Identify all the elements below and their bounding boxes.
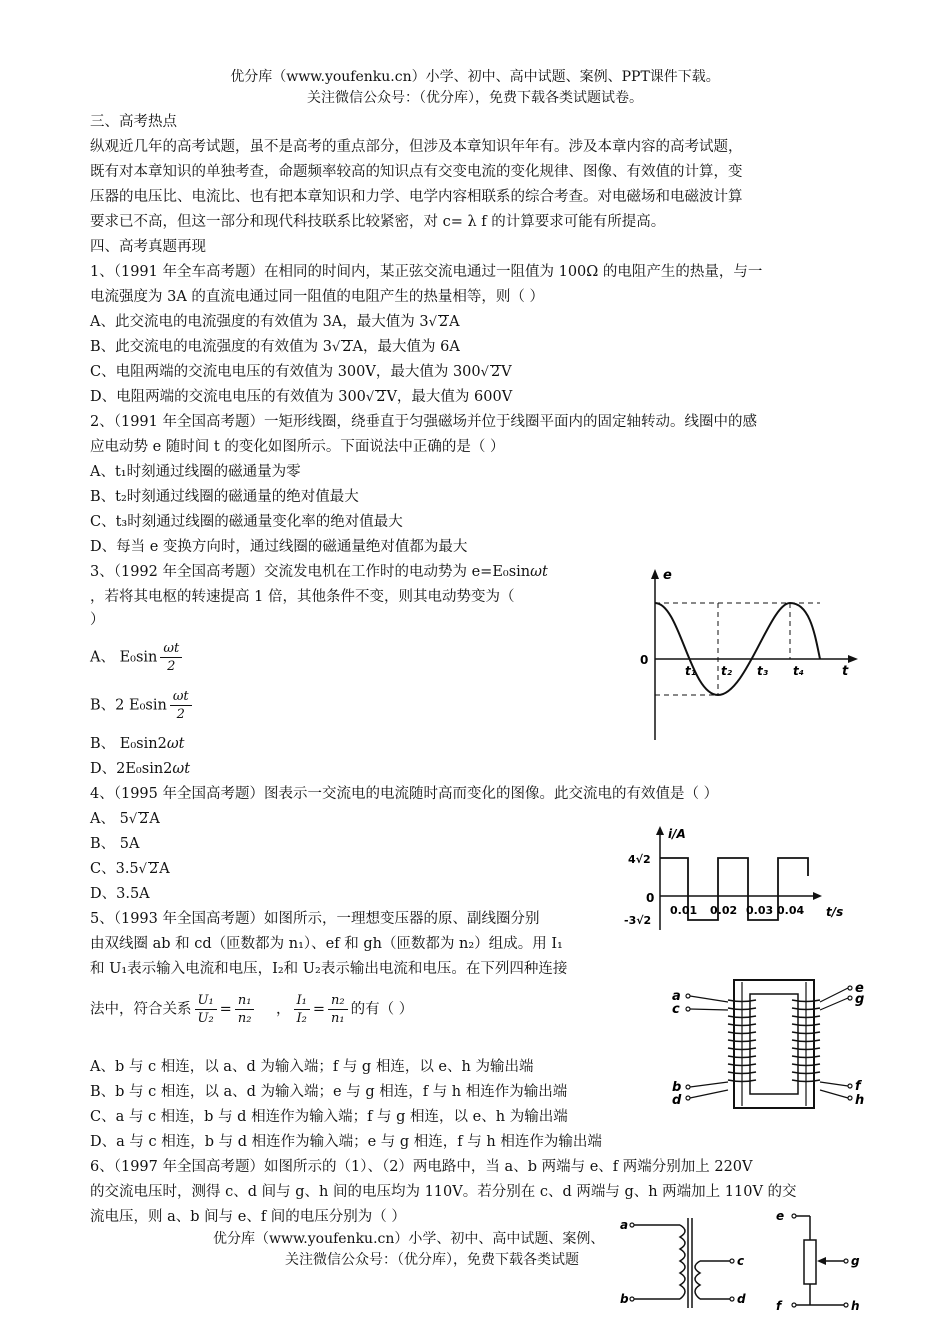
q1-option-d-text: D、电阻两端的交流电电压的有效值为 300 [90, 389, 366, 405]
equals-sign: = [219, 1001, 232, 1018]
q5-stem-1: 5、（1993 年全国高考题）如图所示，一理想变压器的原、副线圈分别 [90, 911, 540, 927]
q4-option-a [90, 807, 160, 828]
t4-label: t₄ [793, 664, 804, 678]
terminal-g-label: g [855, 992, 865, 1007]
q5-fraction-i [294, 992, 310, 1027]
q3-omega-t: ωt [530, 564, 548, 580]
q5-stem-4 [90, 992, 413, 1027]
q3-stem-3: ） [90, 612, 105, 628]
terminal-leads [690, 988, 848, 1098]
origin-label: 0 [646, 891, 655, 905]
q5-fraction-n [235, 992, 255, 1027]
x-axis-label: t/s [826, 905, 844, 919]
q3-stem-2: ，若将其电枢的转速提高 1 倍，其他条件不变，则其电动势变为（ [90, 589, 515, 605]
q1-option-b-radicand: 2 [342, 339, 352, 355]
q4-option-c [90, 857, 170, 878]
q5-fraction-n2 [328, 992, 348, 1027]
fraction-denominator: n₂ [237, 1011, 252, 1026]
footer-line-1: 优分库（www.youfenku.cn）小学、初中、高中试题、案例、 [213, 1231, 605, 1247]
q1-option-d-tail: V，最大值为 600V [386, 389, 513, 405]
section-3-para-2: 既有对本章知识的单独考查，命题频率较高的知识点有交变电流的变化规律、图像、有效值的计算，变 [90, 164, 743, 180]
sqrt-icon: √ [138, 862, 147, 877]
q1-option-c [90, 360, 512, 381]
x-tick-0-03: 0.03 [746, 904, 774, 917]
footer-line-2: 关注微信公众号：（优分库），免费下载各类试题 [285, 1252, 579, 1268]
comma: ， [276, 1001, 291, 1018]
q3-option-b [90, 688, 195, 723]
q2-option-c: C、t₃时刻通过线圈的磁通量变化率的绝对值最大 [90, 514, 403, 530]
fraction-numerator: n₂ [328, 992, 348, 1010]
q1-option-d [90, 385, 512, 406]
slider-arrow-icon [817, 1257, 826, 1265]
q6-terminal-e-label: e [776, 1209, 785, 1223]
q1-stem-1: 1、（1991 年全车高考题）在相同的时间内，某正弦交流电通过一阻值为 100Ω 的电阻产生的热量，与一 [90, 264, 763, 280]
sqrt-icon: √ [365, 390, 375, 405]
t2-label: t₂ [721, 664, 732, 678]
q1-option-c-radicand: 2 [490, 364, 501, 380]
q6-terminal-g-label: g [851, 1254, 860, 1268]
q4-option-c-text: C、3.5 [90, 861, 139, 877]
fraction-numerator: n₁ [235, 992, 255, 1010]
y-axis-arrow-icon [656, 826, 664, 835]
q1-option-a-tail: A [449, 314, 460, 330]
q4-option-d: D、3.5A [90, 886, 150, 902]
q3-stem-1-text: 3、（1992 年全国高考题）交流发电机在工作时的电动势为 e=E₀sin [90, 564, 531, 580]
q1-option-a-text: A、此交流电的电流强度的有效值为 3A，最大值为 3 [90, 314, 429, 330]
section-3-para-3: 压器的电压比、电流比、也有把本章知识和力学、电学内容相联系的综合考查。对电磁场和电磁波计算 [90, 189, 743, 205]
t1-label: t₁ [685, 664, 696, 678]
fraction-denominator: 2 [176, 707, 185, 722]
terminal-f-label: f [855, 1079, 861, 1094]
section-3-title: 三、高考热点 [90, 114, 177, 130]
q3-option-c [90, 732, 184, 753]
q5-stem-3: 和 U₁表示输入电流和电压，I₂和 U₂表示输出电流和电压。在下列四种连接 [90, 961, 568, 977]
terminal-e-label: e [855, 981, 864, 996]
sqrt-icon: √ [332, 340, 341, 355]
q1-option-b-text: B、此交流电的电流强度的有效值为 3 [90, 339, 332, 355]
terminal-d-label: d [672, 1093, 682, 1108]
q3-option-b-text: B、2 E₀sin [90, 697, 167, 714]
core-window [750, 994, 798, 1094]
section-3-para-4: 要求已不高，但这一部分和现代科技联系比较紧密，对 c= λ f 的计算要求可能有所提高。 [90, 214, 666, 230]
q6-terminal-d-label: d [737, 1292, 746, 1306]
y-max-label: 4√2 [628, 853, 651, 866]
terminal-a-label: a [672, 989, 681, 1004]
q4-option-a-tail: A [149, 811, 160, 827]
y-min-label: -3√2 [624, 914, 652, 927]
q5-fraction-u [195, 992, 217, 1027]
fraction-numerator: ωt [170, 688, 192, 706]
q4-option-c-radicand: 2 [148, 861, 159, 877]
q1-option-b [90, 335, 460, 356]
q3-option-a [90, 640, 185, 675]
x-tick-0-02: 0.02 [710, 904, 738, 917]
fraction-numerator: U₁ [195, 992, 217, 1010]
transformer-diagram [668, 970, 868, 1120]
q3-option-a-fraction [160, 640, 182, 675]
q4-stem: 4、（1995 年全国高考题）图表示一交流电的电流随时高而变化的图像。此交流电的有效值是（ ） [90, 786, 719, 802]
q1-option-a [90, 310, 460, 331]
q1-option-c-tail: V [501, 364, 512, 380]
q4-option-a-text: A、 5 [90, 811, 129, 827]
fraction-denominator: 2 [167, 659, 176, 674]
x-axis-arrow-icon [813, 892, 822, 900]
section-4-title: 四、高考真题再现 [90, 239, 206, 255]
q6-terminal-b-label: b [620, 1292, 629, 1306]
equals-sign: = [312, 1001, 326, 1018]
section-3-para-1: 纵观近几年的高考试题，虽不是高考的重点部分，但涉及本章知识年年有。涉及本章内容的高考试题， [90, 139, 743, 155]
current-time-graph [620, 824, 860, 934]
q3-option-c-text: B、 E₀sin2 [90, 736, 167, 752]
q4-option-b: B、 5A [90, 836, 140, 852]
y-axis-label: e [663, 568, 672, 583]
q1-stem-2: 电流强度为 3A 的直流电通过同一阻值的电阻产生的热量相等，则（ ） [90, 289, 545, 305]
q3-stem-1 [90, 560, 548, 581]
q2-option-a: A、t₁时刻通过线圈的磁通量为零 [90, 464, 301, 480]
sqrt-icon: √ [480, 365, 489, 380]
origin-label: 0 [640, 653, 649, 667]
sqrt-icon: √ [428, 315, 437, 330]
q5-stem-4-tail: 的有（ ） [350, 1001, 414, 1018]
q4-option-c-tail: A [159, 861, 170, 877]
q6-stem-2: 的交流电压时，测得 c、d 间与 g、h 间的电压均为 110V。若分别在 c、d 两端与 g、h 两端加上 110V 的交 [90, 1184, 797, 1200]
q6-circuit-diagram [618, 1208, 868, 1328]
q3-option-a-text: A、 E₀sin [90, 649, 158, 666]
q5-stem-2: 由双线圈 ab 和 cd（匝数都为 n₁）、ef 和 gh（匝数都为 n₂）组成。用 I₁ [90, 936, 563, 952]
fraction-denominator: n₁ [331, 1011, 345, 1026]
q1-option-c-text: C、电阻两端的交流电电压的有效值为 300V，最大值为 300 [90, 364, 481, 380]
x-tick-0-01: 0.01 [670, 904, 698, 917]
q6-stem-3: 流电压，则 a、b 间与 e、f 间的电压分别为（ ） [90, 1209, 406, 1225]
fraction-numerator: ωt [160, 640, 182, 658]
q3-option-d-text: D、2E₀sin2 [90, 761, 173, 777]
q5-option-c: C、a 与 c 相连，b 与 d 相连作为输入端；f 与 g 相连，以 e、h 为输出端 [90, 1109, 568, 1125]
terminal-h-label: h [855, 1093, 865, 1108]
y-axis-arrow-icon [651, 569, 659, 579]
q3-option-d [90, 757, 190, 778]
emf-time-graph [630, 565, 860, 745]
header-line-1: 优分库（www.youfenku.cn）小学、初中、高中试题、案例、PPT课件下载。 [230, 69, 720, 85]
terminal-c-label: c [672, 1002, 680, 1017]
fraction-numerator: I₁ [294, 992, 310, 1010]
q1-option-d-radicand: 2 [376, 389, 386, 405]
x-tick-0-04: 0.04 [777, 904, 805, 917]
q3-option-b-fraction [170, 688, 192, 723]
q5-option-d: D、a 与 c 相连，b 与 d 相连作为输入端；e 与 g 相连，f 与 h 相连作为输出端 [90, 1134, 602, 1150]
q6-stem-1: 6、（1997 年全国高考题）如图所示的（1）、（2）两电路中，当 a、b 两端与 e、f 两端分别加上 220V [90, 1159, 753, 1175]
x-axis-label: t [842, 664, 849, 679]
q2-stem-1: 2、（1991 年全国高考题）一矩形线圈，绕垂直于匀强磁场并位于线圈平面内的固定轴转动。线圈中的感 [90, 414, 757, 430]
fraction-denominator: I₂ [296, 1011, 307, 1026]
q2-stem-2: 应电动势 e 随时间 t 的变化如图所示。下面说法中正确的是（ ） [90, 439, 505, 455]
q5-option-b: B、b 与 c 相连，以 a、d 为输入端；e 与 g 相连，f 与 h 相连作为输出端 [90, 1084, 568, 1100]
t3-label: t₃ [757, 664, 768, 678]
q5-stem-4-text: 法中，符合关系 [90, 1001, 192, 1018]
q2-option-d: D、每当 e 变换方向时，通过线圈的磁通量绝对值都为最大 [90, 539, 468, 555]
q6-terminal-a-label: a [620, 1218, 629, 1232]
sqrt-icon: √ [128, 812, 138, 827]
core-outer [734, 980, 814, 1108]
emf-sine-curve [655, 603, 820, 695]
terminal-b-label: b [672, 1080, 682, 1095]
x-axis-arrow-icon [848, 655, 858, 663]
q2-option-b: B、t₂时刻通过线圈的磁通量的绝对值最大 [90, 489, 359, 505]
q6-terminal-f-label: f [776, 1299, 782, 1313]
fraction-denominator: U₂ [197, 1011, 214, 1026]
autotransformer [634, 1218, 730, 1308]
q6-terminal-c-label: c [737, 1254, 745, 1268]
q1-option-b-tail: A，最大值为 6A [352, 339, 460, 355]
q3-option-c-omega-t: ωt [166, 736, 185, 752]
q6-terminal-h-label: h [851, 1299, 860, 1313]
q3-option-d-omega-t: ωt [172, 761, 191, 777]
q4-option-a-radicand: 2 [139, 811, 149, 827]
q5-option-a: A、b 与 c 相连，以 a、d 为输入端；f 与 g 相连，以 e、h 为输出端 [90, 1059, 534, 1075]
header-line-2: 关注微信公众号：（优分库），免费下载各类试题试卷。 [307, 90, 643, 106]
q1-option-a-radicand: 2 [438, 314, 449, 330]
y-axis-label: i/A [668, 827, 686, 841]
